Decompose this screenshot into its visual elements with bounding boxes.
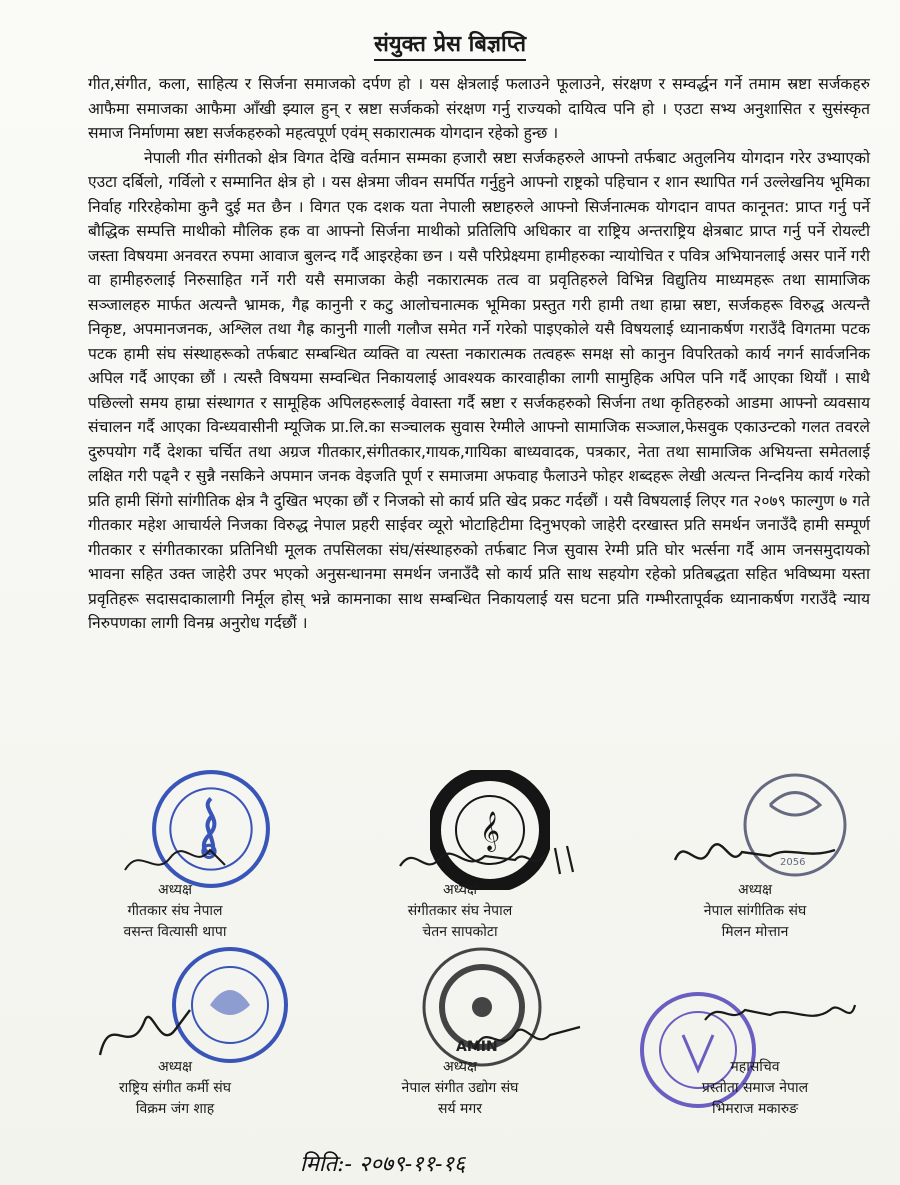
svg-text:AMIN: AMIN: [456, 1039, 498, 1055]
signatory-org: संगीतकार संघ नेपाल: [407, 903, 513, 919]
signatory-org: प्रस्तोता समाज नेपाल: [701, 1080, 809, 1096]
signatory-org: नेपाल संगीत उद्योग संघ: [401, 1080, 519, 1096]
signatory-role: अध्यक्ष: [157, 1059, 193, 1075]
body-text: [88, 72, 870, 636]
svg-text:𝄞: 𝄞: [480, 811, 501, 851]
signatory-composers: [345, 880, 575, 943]
signatory-name: विक्रम जंग शाह: [135, 1101, 215, 1117]
signature-music-association: [670, 830, 840, 880]
signatory-name: भिमराज मकारुङ: [711, 1101, 799, 1117]
signatory-name: चेतन सापकोटा: [422, 924, 498, 940]
paragraph-1: गीत,संगीत, कला, साहित्य र सिर्जना समाजको दर्पण हो । यस क्षेत्रलाई फलाउने फूलाउने, संरक्षण र सम्वर्द्धन गर्ने तमाम स्रष्टा सर्जकहरु आफैमा समाजका आफैमा आँखी झ्याल हुन् र स्रष्टा सर्जकको संरक्षण गर्नु राज्यको दायित्व पनि हो । एउटा सभ्य अनुशासित र सुसंस्कृत समाज निर्माणमा स्रष्टा सर्जकहरुको महत्वपूर्ण एवंम् सकारात्मक योगदान रहेको हुन्छ ।: [88, 75, 870, 142]
signatory-name: सर्य मगर: [437, 1101, 482, 1117]
signatory-music-industry: [345, 1057, 575, 1120]
signatory-music-association: [640, 880, 870, 943]
signatory-role: अध्यक्ष: [442, 1059, 478, 1075]
signature-music-industry: [470, 1015, 590, 1060]
signatory-lyricists: [60, 880, 290, 943]
signatory-org: नेपाल सांगीतिक संघ: [703, 903, 807, 919]
signatory-role: अध्यक्ष: [157, 882, 193, 898]
signature-musicians: [90, 1000, 200, 1060]
paragraph-2: नेपाली गीत संगीतको क्षेत्र विगत देखि वर्तमान सम्मका हजारौ स्रष्टा सर्जकहरुले आफ्नो तर्फबाट अतुलनिय योगदान गरेर उभ्याएको एउटा दर्बिलो, गर्विलो र सम्मानित क्षेत्र हो । यस क्षेत्रमा जीवन समर्पित गर्नुहुने आफ्नो राष्ट्रको पहिचान र शान स्थापित गर्न उल्लेखनिय भूमिका निर्वाह गरिरहेकोमा कुनै दुई मत छैन । विगत एक दशक यता नेपाली स्रष्टाहरुले आफ्नो सिर्जनात्मक योगदान वापत कानूनत: प्राप्त गर्नु पर्ने बौद्धिक सम्पत्ति माथीको मौलिक हक वा आफ्नो सिर्जना माथीको प्रतिलिपि अधिकार वा राष्ट्रिय अन्तराष्ट्रिय क्षेत्रबाट प्राप्त गर्नु पर्ने रोयल्टी जस्ता विषयमा अनवरत रुपमा आवाज बुलन्द गर्दै आइरहेका छन । यसै परिप्रेक्ष्यमा हामीहरुका न्यायोचित र पवित्र अभियानलाई असर पार्ने गरी वा हामीहरुलाई निरुसाहित गर्ने गरी यसै समाजका केही नकारात्मक तत्व वा प्रवृतिहरुले विभिन्न विद्युतिय माध्यमहरू तथा सामाजिक सञ्जालहरु मार्फत अत्यन्तै भ्रामक, गैह्र कानुनी र कटु आलोचनात्मक भूमिका प्रस्तुत गरी हामी तथा हाम्रा स्रष्टा, सर्जकहरू विरुद्ध अत्यन्तै निकृष्ट, अपमानजनक, अश्लिल तथा गैह्र कानुनी गाली गलौज समेत गर्ने गरेको पाइएकोले यसै विषयलाई ध्यानाकर्षण गराउँदै विगतमा पटक पटक हामी संघ संस्थाहरूको तर्फबाट सम्बन्धित व्यक्ति वा त्यस्ता नकारात्मक तत्वहरू समक्ष सो कानुन विपरितको कार्य नगर्न सार्वजनिक अपिल गर्दै आएका छौं । त्यस्तै विषयमा सम्वन्धित निकायलाई आवश्यक कारवाहीका लागी सामुहिक अपिल पनि गर्दै आएका थियौं । साथै पछिल्लो समय हाम्रा संस्थागत र सामूहिक अपिलहरूलाई वेवास्ता गर्दै स्रष्टा र सर्जकहरुको सिर्जना तथा कृतिहरुको आडमा आफ्नो व्यवसाय संचालन गर्दै आएका विन्ध्यवासीनी म्यूजिक प्रा.लि.का सञ्चालक सुवास रेग्मीले आफ्नो सामाजिक सञ्जाल,फेसवुक एकाउन्टको गलत तवरले दुरुपयोग गर्दै देशका चर्चित तथा अग्रज गीतकार,संगीतकार,गायक,गायिका बाध्यवादक, पत्रकार, नेता तथा सामाजिक अभियन्ता समेतलाई लक्षित गरी पढ्नै र सुन्नै नसकिने अपमान जनक वेइजति पूर्ण र समाजमा अफवाह फैलाउने फोहर शब्दहरू लेखी अत्यन्त निन्दनिय कार्य गरेको प्रति हामी सिंगो सांगीतिक क्षेत्र नै दुखित भएका छौं र निजको सो कार्य प्रति खेद प्रकट गर्दछौं । यसै विषयलाई लिएर गत २०७९ फाल्गुण ७ गते गीतकार महेश आचार्यले निजका विरुद्ध नेपाल प्रहरी साईवर व्यूरो भोटाहिटीमा दिनुभएको जाहेरी दरखास्त प्रति समर्थन जनाउँदै हामी सम्पूर्ण गीतकार र संगीतकारका प्रतिनिधी मूलक तपसिलका संघ/संस्थाहरुको तर्फबाट निज सुवास रेग्मी प्रति घोर भर्त्सना गर्दै आम जनसमुदायको भावना सहित उक्त जाहेरी उपर भएको अनुसन्धानमा समर्थन जनाउँदै सो कार्य प्रति साथ सहयोग रहेको प्रतिबद्धता सहित भविष्यमा यस्ता प्रवृतिहरू सदासदाकालागी निर्मूल होस् भन्ने कामनाका साथ सम्बन्धित निकायलाई यस घटना प्रति गम्भीरतापूर्वक ध्यानाकर्षण गराउँदै न्याय निरुपणका लागी विनम्र अनुरोध गर्दछौं ।: [88, 148, 870, 632]
signatory-performers: [640, 1057, 870, 1120]
signatory-name: मिलन मोत्तान: [721, 924, 789, 940]
signature-performers: [700, 995, 860, 1035]
signatory-role: अध्यक्ष: [442, 882, 478, 898]
signatory-role: अध्यक्ष: [737, 882, 773, 898]
signature-lyricists: [120, 840, 230, 880]
signatory-name: वसन्त वित्यासी थापा: [123, 924, 227, 940]
signatory-musicians: [60, 1057, 290, 1120]
handwritten-date: मिति:- २०७९-११-१६: [300, 1152, 466, 1177]
signatory-org: गीतकार संघ नेपाल: [127, 903, 223, 919]
signature-composers: [395, 838, 585, 880]
document-title: संयुक्त प्रेस बिज्ञप्ति: [0, 28, 900, 58]
signatory-role: महासचिव: [730, 1059, 780, 1075]
signatory-org: राष्ट्रिय संगीत कर्मी संघ: [118, 1080, 232, 1096]
svg-text:2056: 2056: [780, 857, 806, 868]
